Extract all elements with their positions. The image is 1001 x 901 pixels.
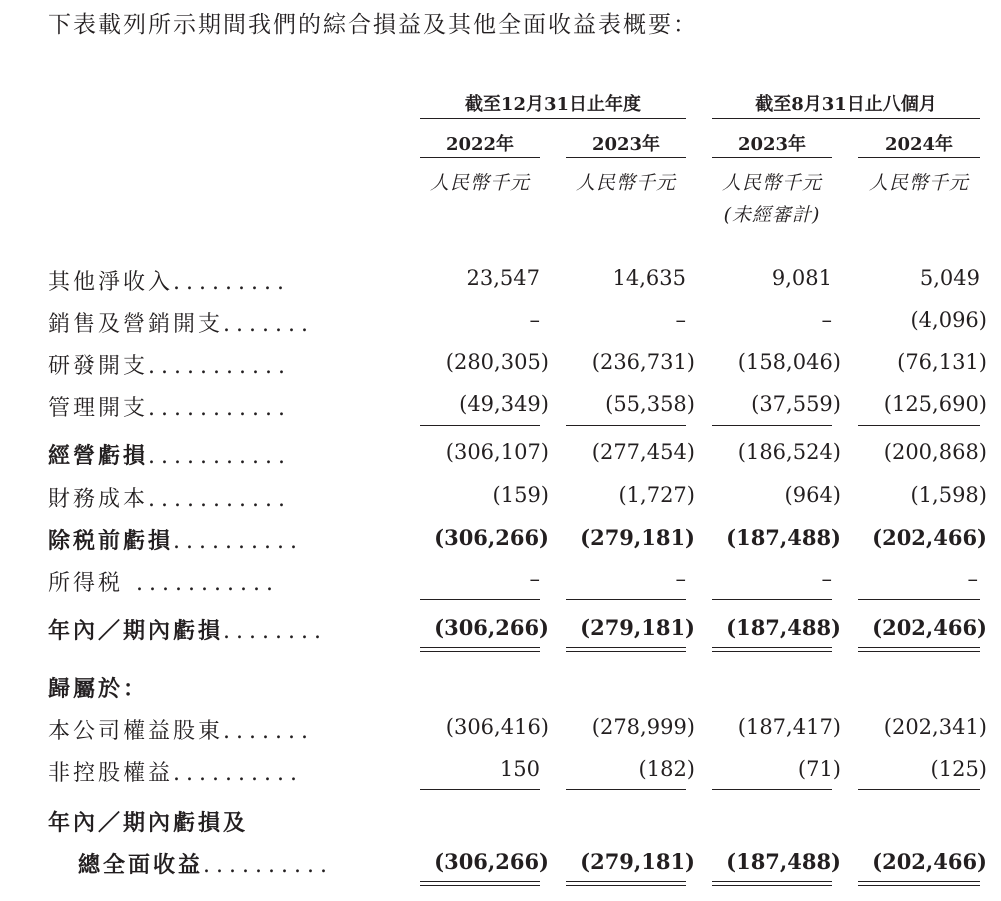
year-header-2024-period: 2024年 bbox=[884, 134, 954, 155]
unit-label: 人民幣千元 bbox=[721, 172, 822, 194]
subtotal-rule bbox=[420, 599, 540, 600]
section-heading-attributable: 歸屬於： bbox=[48, 676, 149, 702]
cell-value: 14,635 bbox=[612, 266, 686, 290]
cell-value: (279,181) bbox=[580, 525, 695, 550]
cell-value: (4,096) bbox=[910, 308, 987, 332]
cell-value: (125) bbox=[930, 757, 987, 781]
cell-value: (1,598) bbox=[910, 483, 987, 507]
row-label: 財務成本........... bbox=[48, 487, 291, 512]
cell-value: (202,466) bbox=[872, 615, 987, 640]
cell-value: (279,181) bbox=[580, 615, 695, 640]
cell-value: (306,266) bbox=[434, 615, 549, 640]
cell-value: – bbox=[821, 308, 832, 332]
year-header-2023-period: 2023年 bbox=[737, 134, 807, 155]
row-label: 年內／期內虧損及 bbox=[48, 810, 249, 836]
year-header-2023: 2023年 bbox=[591, 134, 661, 155]
subtotal-rule bbox=[420, 789, 540, 790]
cell-value: (182) bbox=[638, 757, 695, 781]
row-label: 非控股權益.......... bbox=[48, 761, 303, 786]
cell-value: (277,454) bbox=[591, 440, 695, 464]
row-label: 本公司權益股東....... bbox=[48, 719, 314, 744]
row-label: 年內／期內虧損........ bbox=[48, 618, 327, 644]
cell-value: (236,731) bbox=[591, 350, 695, 374]
row-label: 經營虧損........... bbox=[48, 443, 291, 469]
total-double-rule bbox=[566, 881, 686, 886]
cell-value: (159) bbox=[492, 483, 549, 507]
subtotal-rule bbox=[858, 599, 980, 600]
row-label: 研發開支........... bbox=[48, 354, 291, 379]
cell-value: (280,305) bbox=[445, 350, 549, 374]
cell-value: (71) bbox=[797, 757, 841, 781]
cell-value: (202,466) bbox=[872, 525, 987, 550]
cell-value: (76,131) bbox=[897, 350, 987, 374]
subtotal-rule bbox=[712, 599, 832, 600]
cell-value: (278,999) bbox=[591, 715, 695, 739]
row-label: 銷售及營銷開支....... bbox=[48, 312, 314, 337]
row-label: 所得税 ........... bbox=[48, 571, 279, 596]
cell-value: (49,349) bbox=[459, 392, 549, 416]
unit-label: 人民幣千元 bbox=[429, 172, 530, 194]
cell-value: (125,690) bbox=[883, 392, 987, 416]
cell-value: (306,107) bbox=[445, 440, 549, 464]
cell-value: (37,559) bbox=[751, 392, 841, 416]
total-double-rule bbox=[858, 647, 980, 652]
cell-value: (306,266) bbox=[434, 525, 549, 550]
total-double-rule bbox=[712, 647, 832, 652]
total-double-rule bbox=[420, 881, 540, 886]
unit-label: 人民幣千元 bbox=[575, 172, 676, 194]
row-label: 總全面收益.......... bbox=[78, 852, 333, 878]
subtotal-rule bbox=[858, 789, 980, 790]
row-label: 其他淨收入......... bbox=[48, 270, 290, 295]
cell-value: (306,416) bbox=[445, 715, 549, 739]
cell-value: (306,266) bbox=[434, 849, 549, 874]
cell-value: – bbox=[529, 567, 540, 591]
cell-value: (187,417) bbox=[737, 715, 841, 739]
cell-value: (202,341) bbox=[883, 715, 987, 739]
subtotal-rule bbox=[712, 789, 832, 790]
cell-value: (202,466) bbox=[872, 849, 987, 874]
cell-value: (158,046) bbox=[737, 350, 841, 374]
total-double-rule bbox=[566, 647, 686, 652]
group-header-rule bbox=[420, 118, 686, 119]
total-double-rule bbox=[420, 647, 540, 652]
cell-value: – bbox=[821, 567, 832, 591]
cell-value: – bbox=[967, 567, 978, 591]
row-label: 管理開支........... bbox=[48, 396, 291, 421]
group-header-year-end: 截至12月31日止年度 bbox=[464, 94, 642, 115]
cell-value: – bbox=[675, 567, 686, 591]
year-rule bbox=[858, 157, 980, 158]
cell-value: (187,488) bbox=[726, 615, 841, 640]
year-rule bbox=[712, 157, 832, 158]
subtotal-rule bbox=[420, 425, 540, 426]
total-double-rule bbox=[858, 881, 980, 886]
cell-value: (186,524) bbox=[737, 440, 841, 464]
subtotal-rule bbox=[858, 425, 980, 426]
total-double-rule bbox=[712, 881, 832, 886]
group-header-eight-months: 截至8月31日止八個月 bbox=[755, 94, 937, 115]
cell-value: 9,081 bbox=[771, 266, 832, 290]
cell-value: (187,488) bbox=[726, 849, 841, 874]
cell-value: (1,727) bbox=[618, 483, 695, 507]
cell-value: (55,358) bbox=[605, 392, 695, 416]
year-header-2022: 2022年 bbox=[445, 134, 515, 155]
cell-value: – bbox=[529, 308, 540, 332]
cell-value: (187,488) bbox=[726, 525, 841, 550]
row-label: 除税前虧損.......... bbox=[48, 528, 303, 554]
subtotal-rule bbox=[566, 789, 686, 790]
year-rule bbox=[420, 157, 540, 158]
subtotal-rule bbox=[566, 425, 686, 426]
cell-value: 150 bbox=[499, 757, 540, 781]
subtotal-rule bbox=[566, 599, 686, 600]
cell-value: (200,868) bbox=[883, 440, 987, 464]
cell-value: 5,049 bbox=[919, 266, 980, 290]
cell-value: 23,547 bbox=[466, 266, 540, 290]
cell-value: – bbox=[675, 308, 686, 332]
cell-value: (964) bbox=[784, 483, 841, 507]
group-header-rule bbox=[712, 118, 980, 119]
cell-value: (279,181) bbox=[580, 849, 695, 874]
unit-label: 人民幣千元 bbox=[868, 172, 969, 194]
year-rule bbox=[566, 157, 686, 158]
unaudited-note: (未經審計) bbox=[723, 204, 821, 226]
intro-text: 下表載列所示期間我們的綜合損益及其他全面收益表概要： bbox=[48, 12, 698, 38]
subtotal-rule bbox=[712, 425, 832, 426]
